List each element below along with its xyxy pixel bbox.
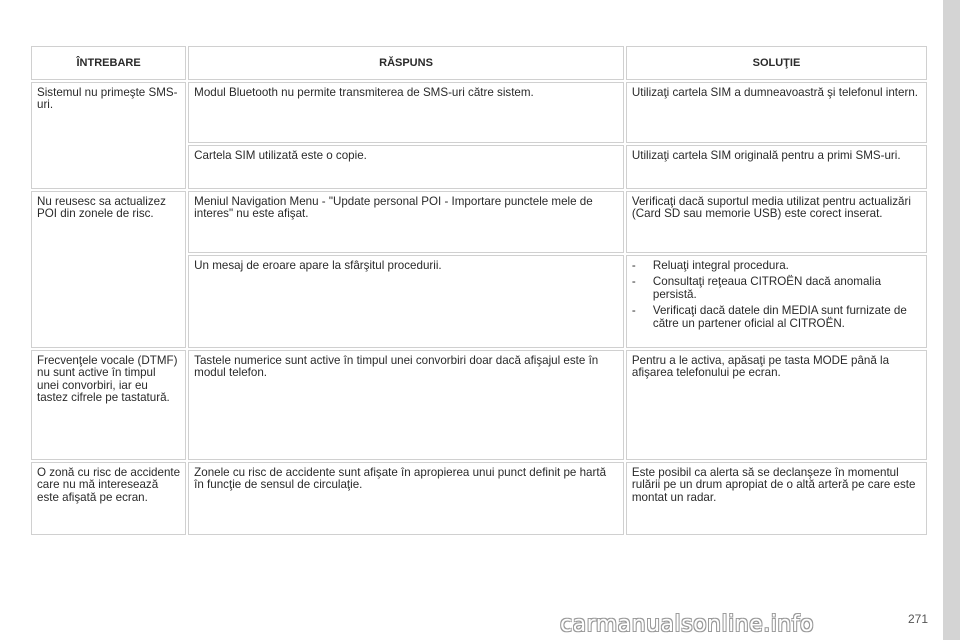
solution-cell [626,255,927,348]
right-margin-bar [943,0,960,640]
table-row [31,191,927,253]
question-cell: Sistemul nu primeşte SMS-uri. [31,82,186,189]
solution-cell: Este posibil ca alerta să se declanşeze în momentul rulării pe un drum apropiat de o altă arteră pe care este montat un radar. [626,462,927,535]
solution-step: - Consultaţi reţeaua CITROËN dacă anomalia persistă. [632,276,921,301]
page-number: 271 [908,612,929,626]
solution-cell: Utilizaţi cartela SIM originală pentru a primi SMS-uri. [626,145,927,189]
answer-cell: Meniul Navigation Menu - "Update personal POI - Importare punctele mele de interes" nu este afişat. [188,191,624,253]
answer-cell: Zonele cu risc de accidente sunt afişate în apropierea unui punct definit pe hartă în funcţie de sensul de circulaţie. [188,462,624,535]
question-cell: Frecvenţele vocale (DTMF) nu sunt active în timpul unei convorbiri, iar eu tastez cifrele pe tastatură. [31,350,186,460]
table-row [31,350,927,460]
answer-cell: Modul Bluetooth nu permite transmiterea de SMS-uri către sistem. [188,82,624,143]
question-cell: O zonă cu risc de accidente care nu mă interesează este afişată pe ecran. [31,462,186,535]
solution-step: - Verificaţi dacă datele din MEDIA sunt furnizate de către un partener oficial al CITROËN. [632,305,921,330]
table-row [31,82,927,143]
solution-steps-list [632,260,921,330]
answer-cell: Tastele numerice sunt active în timpul unei convorbiri doar dacă afişajul este în modul telefon. [188,350,624,460]
header-question: ÎNTREBARE [31,46,186,80]
troubleshooting-table [29,44,929,537]
solution-cell: Utilizaţi cartela SIM a dumneavoastră şi telefonul intern. [626,82,927,143]
solution-step: - Reluaţi integral procedura. [632,260,921,272]
watermark: carmanualsonline.info [560,612,814,637]
answer-cell: Un mesaj de eroare apare la sfârşitul procedurii. [188,255,624,348]
header-solution: SOLUŢIE [626,46,927,80]
table-header-row [31,46,927,80]
solution-cell: Pentru a le activa, apăsaţi pe tasta MODE până la afişarea telefonului pe ecran. [626,350,927,460]
answer-cell: Cartela SIM utilizată este o copie. [188,145,624,189]
table-row [31,462,927,535]
question-cell: Nu reusesc sa actualizez POI din zonele de risc. [31,191,186,348]
header-answer: RĂSPUNS [188,46,624,80]
solution-cell: Verificaţi dacă suportul media utilizat pentru actualizări (Card SD sau memorie USB) este corect inserat. [626,191,927,253]
